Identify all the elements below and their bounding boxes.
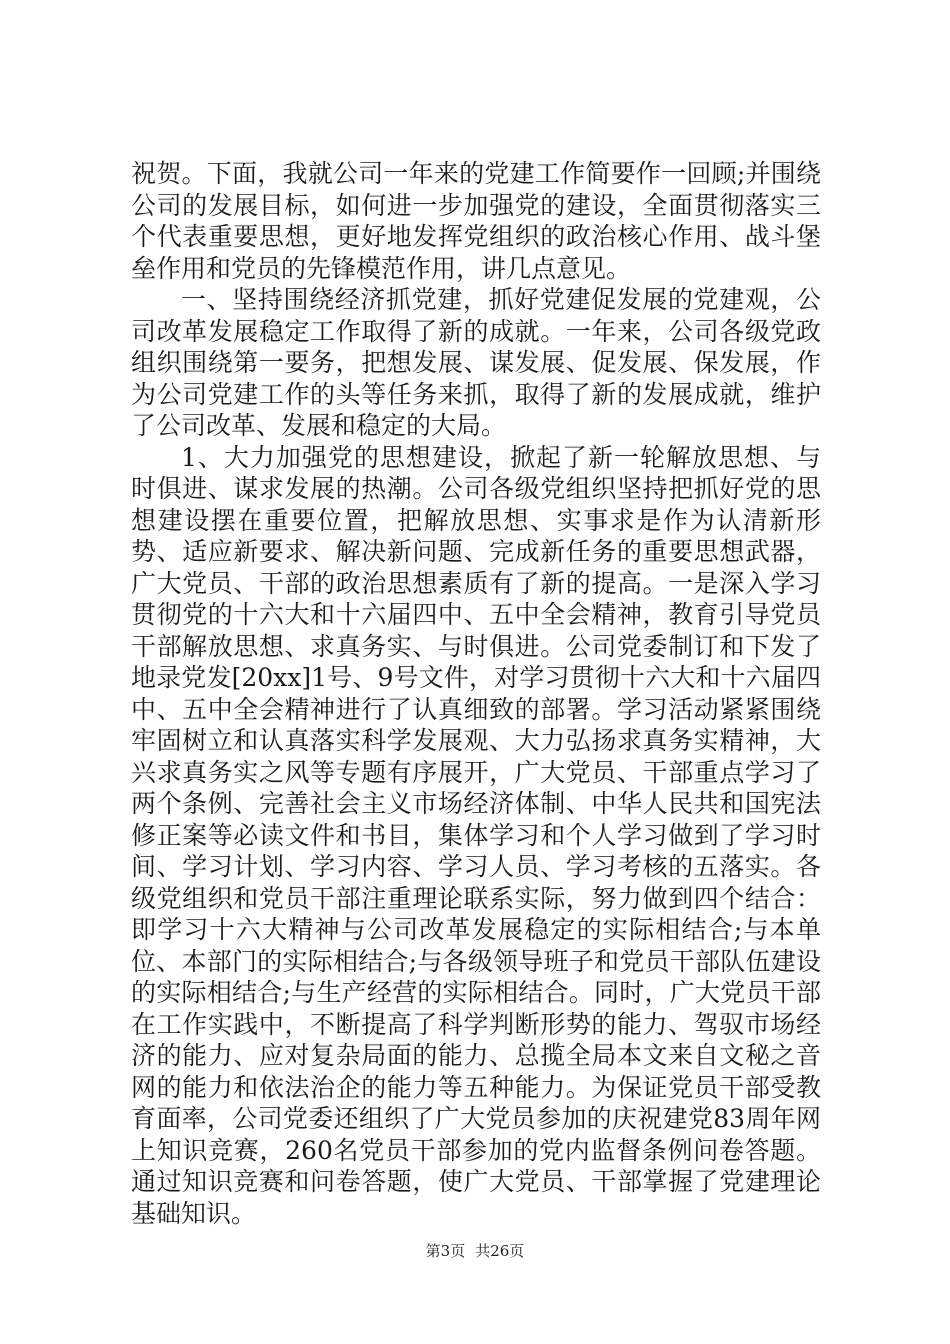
- paragraph-section-one: 一、坚持围绕经济抓党建，抓好党建促发展的党建观，公司改革发展稳定工作取得了新的成就。一年来，公司各级党政组织围绕第一要务，把想发展、谋发展、促发展、保发展，作为公司党建工作的头等任务来抓，取得了新的发展成就，维护了公司改革、发展和稳定的大局。: [131, 285, 821, 440]
- paragraph-item-one: 1、大力加强党的思想建设，掀起了新一轮解放思想、与时俱进、谋求发展的热潮。公司各级党组织坚持把抓好党的思想建设摆在重要位置，把解放思想、实事求是作为认清新形势、适应新要求、解决新问题、完成新任务的重要思想武器，广大党员、干部的政治思想素质有了新的提高。一是深入学习贯彻党的十六大和十六届四中、五中全会精神，教育引导党员干部解放思想、求真务实、与时俱进。公司党委制订和下发了地录党发[20xx]1号、9号文件，对学习贯彻十六大和十六届四中、五中全会精神进行了认真细致的部署。学习活动紧紧围绕牢固树立和认真落实科学发展观、大力弘扬求真务实精神，大兴求真务实之风等专题有序展开，广大党员、干部重点学习了两个条例、完善社会主义市场经济体制、中华人民共和国宪法修正案等必读文件和书目，集体学习和个人学习做到了学习时间、学习计划、学习内容、学习人员、学习考核的五落实。各级党组织和党员干部注重理论联系实际，努力做到四个结合：即学习十六大精神与公司改革发展稳定的实际相结合;与本单位、本部门的实际相结合;与各级领导班子和党员干部队伍建设的实际相结合;与生产经营的实际相结合。同时，广大党员干部在工作实践中，不断提高了科学判断形势的能力、驾驭市场经济的能力、应对复杂局面的能力、总揽全局本文来自文秘之音网的能力和依法治企的能力等五种能力。为保证党员干部受教育面率，公司党委还组织了广大党员参加的庆祝建党83周年网上知识竞赛，260名党员干部参加的党内监督条例问卷答题。通过知识竞赛和问卷答题，使广大党员、干部掌握了党建理论基础知识。: [131, 442, 821, 1228]
- paragraph-intro: 祝贺。下面，我就公司一年来的党建工作简要作一回顾;并围绕公司的发展目标，如何进一步加强党的建设，全面贯彻落实三个代表重要思想，更好地发挥党组织的政治核心作用、战斗堡垒作用和党员的先锋模范作用，讲几点意见。: [131, 159, 821, 283]
- page-number: 第3页: [425, 1242, 466, 1260]
- page-footer: [0, 1240, 950, 1261]
- page-total: 共26页: [475, 1242, 525, 1260]
- document-body: [131, 158, 821, 1229]
